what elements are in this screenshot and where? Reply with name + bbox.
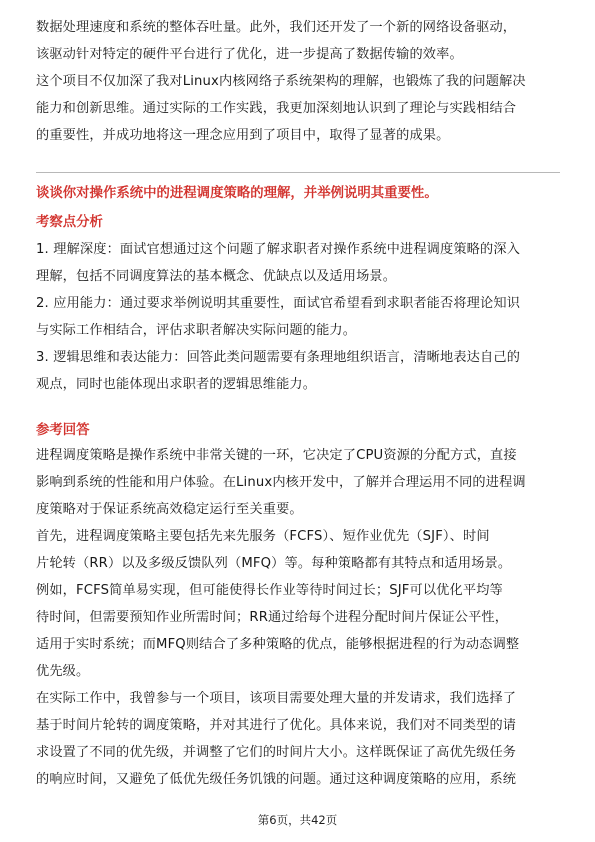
section-divider bbox=[36, 172, 560, 173]
intro-line: 该驱动针对特定的硬件平台进行了优化，进一步提高了数据传输的效率。 bbox=[36, 47, 463, 62]
answer-heading: 参考回答 bbox=[36, 423, 90, 438]
page-number: 第6页，共42页 bbox=[257, 813, 338, 827]
answer-line: 待时间，但需要预知作业所需时间；RR通过给每个进程分配时间片保证公平性， bbox=[36, 610, 509, 625]
intro-line: 的重要性，并成功地将这一理念应用到了项目中，取得了显著的成果。 bbox=[36, 128, 450, 143]
intro-line: 数据处理速度和系统的整体吞吐量。此外，我们还开发了一个新的网络设备驱动， bbox=[36, 20, 517, 35]
answer-line: 例如，FCFS简单易实现，但可能使得长作业等待时间过长；SJF可以优化平均等 bbox=[36, 583, 503, 598]
intro-line: 能力和创新思维。通过实际的工作实践，我更加深刻地认识到了理论与实践相结合 bbox=[36, 101, 517, 116]
answer-line: 基于时间片轮转的调度策略，并对其进行了优化。具体来说，我们对不同类型的请 bbox=[36, 718, 517, 733]
question-heading: 谈谈你对操作系统中的进程调度策略的理解，并举例说明其重要性。 bbox=[36, 186, 438, 201]
answer-line: 适用于实时系统；而MFQ则结合了多种策略的优点，能够根据进程的行为动态调整 bbox=[36, 637, 520, 652]
answer-line: 求设置了不同的优先级，并调整了它们的时间片大小。这样既保证了高优先级任务 bbox=[36, 745, 517, 760]
answer-line: 影响到系统的性能和用户体验。在Linux内核开发中，了解并合理运用不同的进程调 bbox=[36, 475, 526, 490]
analysis-heading: 考察点分析 bbox=[36, 215, 103, 230]
answer-line: 优先级。 bbox=[36, 664, 90, 679]
analysis-line: 2. 应用能力：通过要求举例说明其重要性，面试官希望看到求职者能否将理论知识 bbox=[36, 296, 521, 311]
analysis-line: 观点，同时也能体现出求职者的逻辑思维能力。 bbox=[36, 377, 317, 392]
intro-line: 这个项目不仅加深了我对Linux内核网络子系统架构的理解，也锻炼了我的问题解决 bbox=[36, 74, 526, 89]
analysis-line: 1. 理解深度：面试官想通过这个问题了解求职者对操作系统中进程调度策略的深入 bbox=[36, 242, 521, 257]
answer-line: 在实际工作中，我曾参与一个项目，该项目需要处理大量的并发请求，我们选择了 bbox=[36, 691, 517, 706]
analysis-line: 与实际工作相结合，评估求职者解决实际问题的能力。 bbox=[36, 323, 357, 338]
analysis-line: 3. 逻辑思维和表达能力：回答此类问题需要有条理地组织语言，清晰地表达自己的 bbox=[36, 350, 521, 365]
answer-line: 的响应时间，又避免了低优先级任务饥饿的问题。通过这种调度策略的应用，系统 bbox=[36, 772, 517, 787]
answer-line: 首先，进程调度策略主要包括先来先服务（FCFS）、短作业优先（SJF）、时间 bbox=[36, 529, 490, 544]
answer-line: 度策略对于保证系统高效稳定运行至关重要。 bbox=[36, 502, 303, 517]
answer-body bbox=[36, 442, 560, 793]
answer-line: 片轮转（RR）以及多级反馈队列（MFQ）等。每种策略都有其特点和适用场景。 bbox=[36, 556, 512, 571]
answer-line: 进程调度策略是操作系统中非常关键的一环，它决定了CPU资源的分配方式，直接 bbox=[36, 448, 517, 463]
intro-paragraph bbox=[36, 14, 560, 149]
analysis-line: 理解，包括不同调度算法的基本概念、优缺点以及适用场景。 bbox=[36, 269, 397, 284]
analysis-body bbox=[36, 236, 560, 398]
